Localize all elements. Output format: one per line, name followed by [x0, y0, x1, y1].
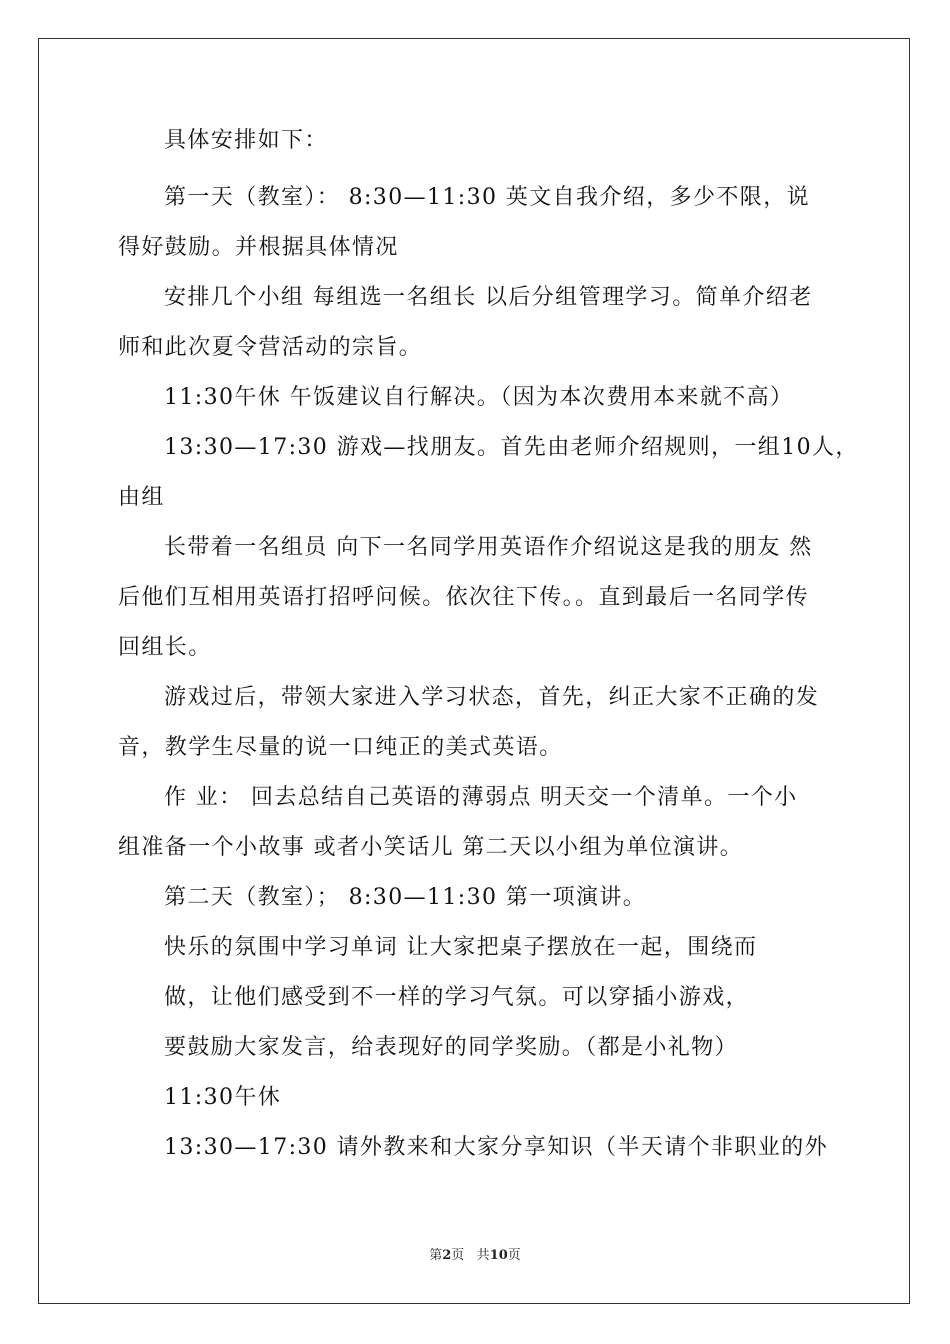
page-suffix: 页: [451, 1248, 465, 1263]
text-line: 得好鼓励。并根据具体情况: [118, 235, 399, 260]
page-prefix: 第: [429, 1248, 443, 1263]
page-total: 10: [489, 1248, 508, 1263]
text-line: 组准备一个小故事 或者小笑话儿 第二天以小组为单位演讲。: [118, 835, 744, 860]
text-line: 师和此次夏令营活动的宗旨。: [118, 335, 423, 360]
page-current: 2: [442, 1248, 452, 1263]
page-border: [38, 38, 910, 1304]
text-line: 13:30—17:30 请外教来和大家分享知识（半天请个非职业的外: [164, 1135, 828, 1160]
page-footer: [0, 1244, 950, 1263]
text-line: 11:30午休 午饭建议自行解决。（因为本次费用本来就不高）: [164, 385, 794, 410]
text-line: 第一天（教室）： 8:30—11:30 英文自我介绍，多少不限，说: [164, 185, 810, 210]
text-line: 具体安排如下：: [164, 128, 328, 153]
text-line: 作 业： 回去总结自己英语的薄弱点 明天交一个清单。一个小: [164, 785, 798, 810]
text-line: 第二天（教室）； 8:30—11:30 第一项演讲。: [164, 885, 647, 910]
text-line: 回组长。: [118, 635, 212, 660]
text-line: 要鼓励大家发言，给表现好的同学奖励。（都是小礼物）: [164, 1035, 739, 1060]
text-line: 13:30—17:30 游戏—找朋友。首先由老师介绍规则，一组10人，: [164, 435, 859, 460]
text-line: 11:30午休: [164, 1085, 282, 1110]
total-suffix: 页: [507, 1248, 521, 1263]
text-line: 后他们互相用英语打招呼问候。依次往下传。。直到最后一名同学传: [118, 585, 810, 610]
total-prefix: 共: [476, 1248, 490, 1263]
text-line: 由组: [118, 485, 165, 510]
text-line: 音，教学生尽量的说一口纯正的美式英语。: [118, 735, 563, 760]
text-line: 游戏过后，带领大家进入学习状态，首先，纠正大家不正确的发: [164, 685, 820, 710]
text-line: 安排几个小组 每组选一名组长 以后分组管理学习。简单介绍老: [164, 285, 813, 310]
text-line: 长带着一名组员 向下一名同学用英语作介绍说这是我的朋友 然: [164, 535, 813, 560]
text-line: 做，让他们感受到不一样的学习气氛。可以穿插小游戏，: [164, 985, 750, 1010]
text-line: 快乐的氛围中学习单词 让大家把桌子摆放在一起，围绕而: [164, 935, 758, 960]
